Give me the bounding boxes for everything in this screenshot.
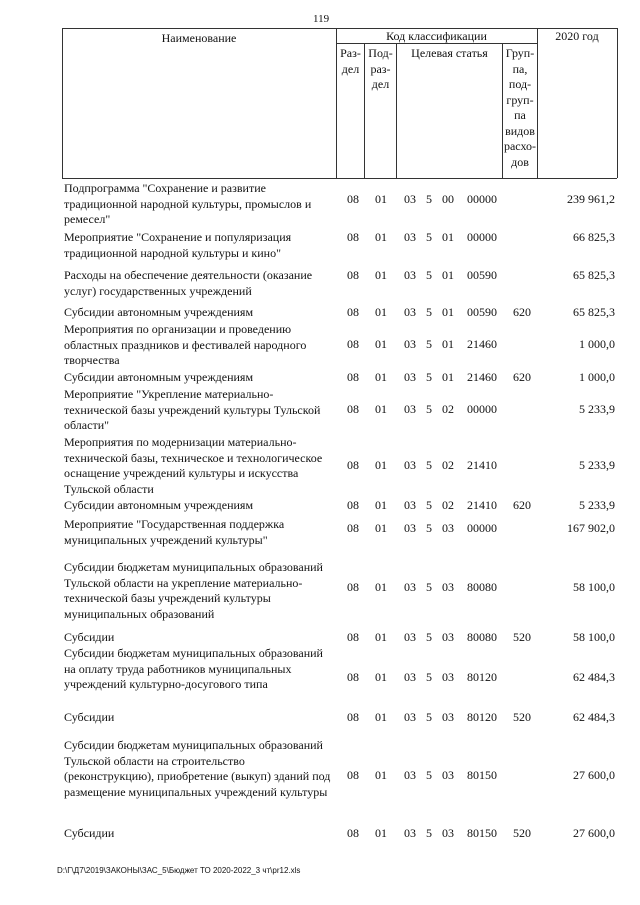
row-name: Субсидии [64,826,115,840]
target-event-code: 03 [442,521,454,535]
target-direction-code: 80080 [467,580,497,594]
target-event-code: 01 [442,230,454,244]
target-program-code: 03 [404,230,416,244]
row-amount-2020: 1 000,0 [579,370,615,384]
target-event-code: 02 [442,498,454,512]
section-code: 08 [347,268,359,282]
subsection-code: 01 [375,268,387,282]
target-program-code: 03 [404,670,416,684]
target-direction-code: 80150 [467,826,497,840]
row-amount-2020: 62 484,3 [573,670,615,684]
target-subprogram-code: 5 [426,630,432,644]
section-code: 08 [347,337,359,351]
row-name: Расходы на обеспечение деятельности (оказание услуг) государственных учреждений [64,268,313,298]
target-subprogram-code: 5 [426,498,432,512]
target-event-code: 02 [442,458,454,472]
row-name: Субсидии автономным учреждениям [64,370,254,384]
target-subprogram-code: 5 [426,710,432,724]
target-direction-code: 00000 [467,521,497,535]
footer-file-path: D:\Г\Д7\2019\ЗАКОНЫ\ЗАС_5\Бюджет ТО 2020-2022_3 чт\pr12.xls [57,866,301,875]
subsection-code: 01 [375,458,387,472]
subsection-code: 01 [375,521,387,535]
row-amount-2020: 27 600,0 [573,768,615,782]
target-program-code: 03 [404,630,416,644]
target-subprogram-code: 5 [426,230,432,244]
target-direction-code: 00590 [467,268,497,282]
subsection-code: 01 [375,580,387,594]
section-code: 08 [347,370,359,384]
target-subprogram-code: 5 [426,458,432,472]
section-code: 08 [347,192,359,206]
page-number: 119 [313,13,330,25]
header-section: Раз- дел [340,46,361,76]
target-direction-code: 21460 [467,337,497,351]
subsection-code: 01 [375,768,387,782]
target-subprogram-code: 5 [426,670,432,684]
target-subprogram-code: 5 [426,768,432,782]
subsection-code: 01 [375,230,387,244]
target-direction-code: 80080 [467,630,497,644]
header-subsection: Под- раз- дел [368,46,393,91]
expense-group-code: 620 [513,305,531,319]
header-target: Целевая статья [411,46,488,60]
row-name: Субсидии автономным учреждениям [64,498,254,512]
subsection-code: 01 [375,305,387,319]
row-amount-2020: 27 600,0 [573,826,615,840]
subsection-code: 01 [375,630,387,644]
expense-group-code: 620 [513,370,531,384]
section-code: 08 [347,580,359,594]
row-amount-2020: 239 961,2 [567,192,615,206]
target-direction-code: 00000 [467,192,497,206]
section-code: 08 [347,230,359,244]
row-amount-2020: 5 233,9 [579,498,615,512]
section-code: 08 [347,768,359,782]
target-program-code: 03 [404,192,416,206]
target-subprogram-code: 5 [426,826,432,840]
section-code: 08 [347,402,359,416]
subsection-code: 01 [375,826,387,840]
target-event-code: 01 [442,337,454,351]
section-code: 08 [347,670,359,684]
target-direction-code: 80120 [467,670,497,684]
target-subprogram-code: 5 [426,402,432,416]
row-name: Субсидии [64,710,115,724]
row-name: Субсидии автономным учреждениям [64,305,254,319]
target-program-code: 03 [404,268,416,282]
section-code: 08 [347,305,359,319]
target-direction-code: 00000 [467,402,497,416]
target-program-code: 03 [404,458,416,472]
row-amount-2020: 65 825,3 [573,305,615,319]
target-program-code: 03 [404,498,416,512]
row-amount-2020: 167 902,0 [567,521,615,535]
target-direction-code: 21410 [467,458,497,472]
target-event-code: 03 [442,710,454,724]
target-event-code: 01 [442,268,454,282]
header-name: Наименование [161,31,237,45]
target-event-code: 01 [442,370,454,384]
row-amount-2020: 58 100,0 [573,630,615,644]
row-name: Субсидии бюджетам муниципальных образований Тульской области на укрепление материально-технической базы учреждений культуры муниципальных образований [64,560,323,621]
section-code: 08 [347,826,359,840]
target-direction-code: 21410 [467,498,497,512]
target-program-code: 03 [404,768,416,782]
row-amount-2020: 62 484,3 [573,710,615,724]
target-event-code: 02 [442,402,454,416]
subsection-code: 01 [375,710,387,724]
target-program-code: 03 [404,826,416,840]
target-event-code: 03 [442,630,454,644]
row-amount-2020: 66 825,3 [573,230,615,244]
target-program-code: 03 [404,337,416,351]
target-event-code: 01 [442,305,454,319]
row-name: Подпрограмма "Сохранение и развитие традиционной народной культуры, промыслов и ремесел" [64,181,312,226]
target-event-code: 00 [442,192,454,206]
row-name: Мероприятия по организации и проведению областных праздников и фестивалей народного творчества [64,322,307,367]
target-direction-code: 80150 [467,768,497,782]
target-program-code: 03 [404,580,416,594]
target-event-code: 03 [442,580,454,594]
row-name: Субсидии бюджетам муниципальных образований на оплату труда работников муниципальных учреждений культурно-досугового типа [64,646,323,691]
row-amount-2020: 5 233,9 [579,458,615,472]
target-event-code: 03 [442,670,454,684]
section-code: 08 [347,498,359,512]
subsection-code: 01 [375,370,387,384]
target-program-code: 03 [404,402,416,416]
target-subprogram-code: 5 [426,268,432,282]
row-amount-2020: 58 100,0 [573,580,615,594]
subsection-code: 01 [375,498,387,512]
target-direction-code: 00000 [467,230,497,244]
subsection-code: 01 [375,192,387,206]
header-year: 2020 год [555,29,599,43]
expense-group-code: 520 [513,710,531,724]
subsection-code: 01 [375,402,387,416]
target-direction-code: 80120 [467,710,497,724]
target-subprogram-code: 5 [426,337,432,351]
subsection-code: 01 [375,337,387,351]
row-name: Мероприятие "Сохранение и популяризация традиционной народной культуры и кино" [64,230,292,260]
section-code: 08 [347,630,359,644]
header-group: Груп- па, под- груп- па видов расхо- дов [503,46,537,169]
target-event-code: 03 [442,768,454,782]
header-classification: Код классификации [386,29,487,43]
target-program-code: 03 [404,521,416,535]
section-code: 08 [347,521,359,535]
expense-group-code: 620 [513,498,531,512]
target-program-code: 03 [404,305,416,319]
target-program-code: 03 [404,710,416,724]
section-code: 08 [347,710,359,724]
target-direction-code: 00590 [467,305,497,319]
row-amount-2020: 65 825,3 [573,268,615,282]
expense-group-code: 520 [513,630,531,644]
target-subprogram-code: 5 [426,580,432,594]
subsection-code: 01 [375,670,387,684]
target-direction-code: 21460 [467,370,497,384]
section-code: 08 [347,458,359,472]
row-name: Субсидии [64,630,115,644]
expense-group-code: 520 [513,826,531,840]
row-name: Мероприятие "Государственная поддержка муниципальных учреждений культуры" [64,517,285,547]
row-name: Мероприятие "Укрепление материально-технической базы учреждений культуры Тульской области" [64,387,321,432]
row-name: Мероприятия по модернизации материально-технической базы, техническое и технологическое оснащение учреждений культуры и искусства Тульской области [64,435,323,496]
target-program-code: 03 [404,370,416,384]
target-subprogram-code: 5 [426,370,432,384]
row-amount-2020: 5 233,9 [579,402,615,416]
row-name: Субсидии бюджетам муниципальных образований Тульской области на строительство (реконструкцию), приобретение (выкуп) зданий под размещение муниципальных учреждений культуры [64,738,331,799]
target-subprogram-code: 5 [426,192,432,206]
row-amount-2020: 1 000,0 [579,337,615,351]
target-subprogram-code: 5 [426,305,432,319]
target-event-code: 03 [442,826,454,840]
target-subprogram-code: 5 [426,521,432,535]
